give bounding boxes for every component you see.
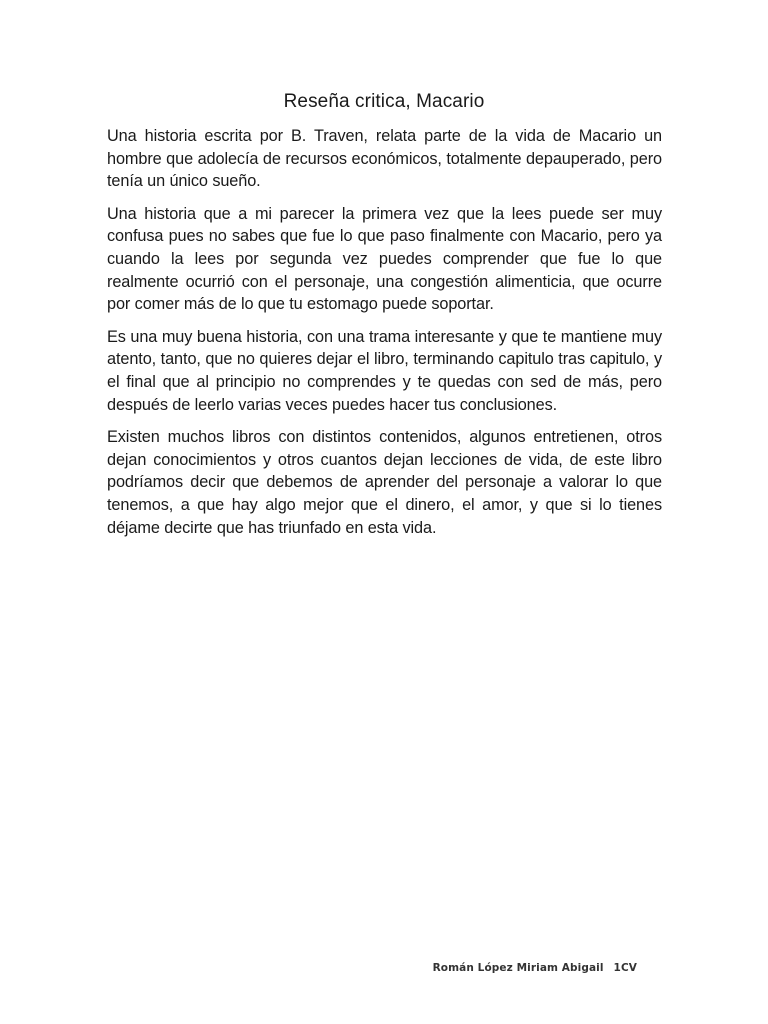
document-title: Reseña critica, Macario [283,91,485,112]
paragraph: Una historia escrita por B. Traven, relata parte de la vida de Macario un hombre que adolecía de recursos económicos, totalmente depauperado, pero tenía un único sueño. [107,127,662,191]
paragraph: Existen muchos libros con distintos contenidos, algunos entretienen, otros dejan conocimientos y otros cuantos dejan lecciones de vida, de este libro podríamos decir que debemos de aprender del personaje a valorar lo que tenemos, a que hay algo mejor que el dinero, el amor, y que si lo tienes déjame decirte que has triunfado en esta vida. [107,428,662,537]
footer-author: Román López Miriam Abigail [432,962,604,974]
document-body [107,125,662,549]
paragraph: Es una muy buena historia, con una trama interesante y que te mantiene muy atento, tanto, que no quieres dejar el libro, terminando capitulo tras capitulo, y el final que al principio no comprendes y te quedas con sed de más, pero después de leerlo varias veces puedes hacer tus conclusiones. [107,327,662,414]
paragraph: Una historia que a mi parecer la primera vez que la lees puede ser muy confusa pues no sabes que fue lo que paso finalmente con Macario, pero ya cuando la lees por segunda vez puedes comprender que fue lo que realmente ocurrió con el personaje, una congestión alimenticia, que ocurre por comer más de lo que tu estomago puede soportar. [107,204,662,314]
footer-group: 1CV [613,962,637,974]
page-footer [433,962,637,974]
